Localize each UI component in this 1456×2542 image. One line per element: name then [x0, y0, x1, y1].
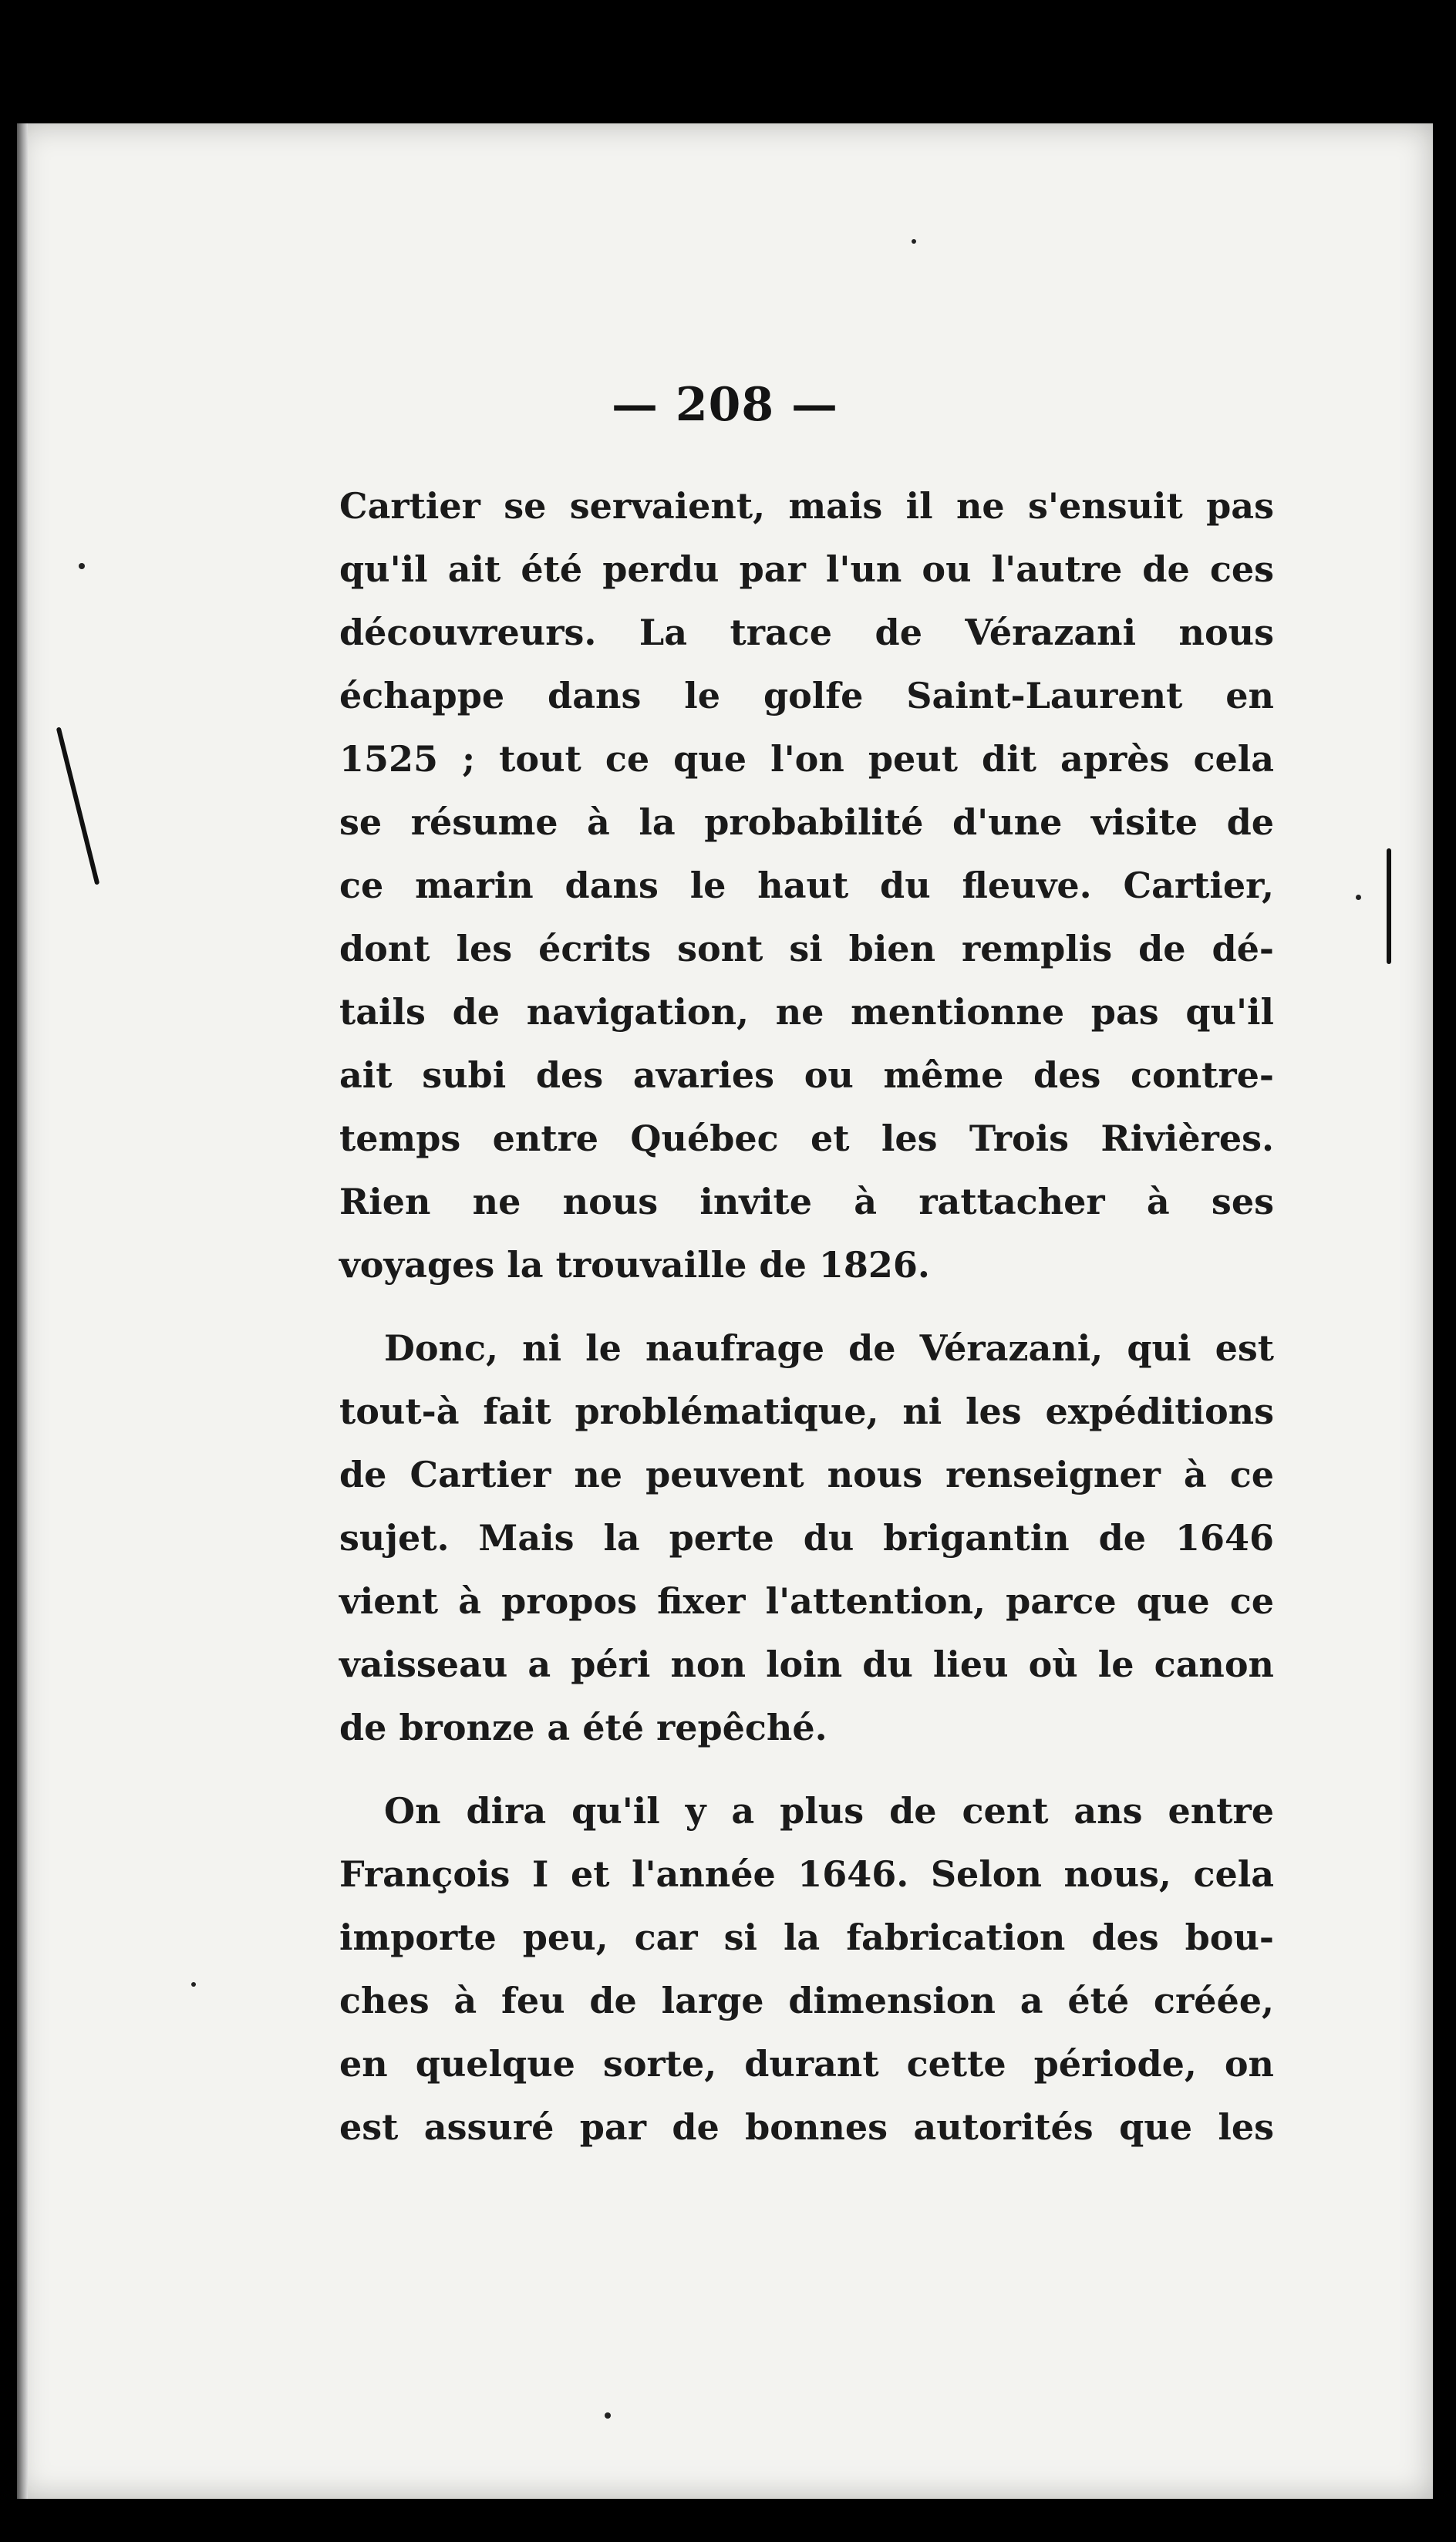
page-gutter-edge	[17, 123, 28, 2499]
text-line: qu'il ait été perdu par l'un ou l'autre de ces	[339, 548, 1274, 590]
scan-speck	[605, 2412, 611, 2419]
scan-speck	[191, 1982, 196, 1987]
text-line: est assuré par de bonnes autorités que les	[339, 2106, 1274, 2148]
text-line: en quelque sorte, durant cette période, on	[339, 2043, 1274, 2085]
text-line: se résume à la probabilité d'une visite de	[339, 801, 1274, 843]
text-line: vaisseau a péri non loin du lieu où le canon	[339, 1644, 1274, 1685]
text-line: On dira qu'il y a plus de cent ans entre	[384, 1790, 1274, 1832]
text-line: sujet. Mais la perte du brigantin de 1646	[339, 1517, 1274, 1559]
paragraph-1	[339, 474, 1274, 1296]
scan-scratch	[1387, 848, 1391, 964]
text-line: ce marin dans le haut du fleuve. Cartier,	[339, 865, 1274, 906]
scan-speck	[1356, 895, 1361, 900]
text-line: 1525 ; tout ce que l'on peut dit après cela	[339, 738, 1274, 780]
text-line: tails de navigation, ne mentionne pas qu'il	[339, 991, 1274, 1033]
text-line: François I et l'année 1646. Selon nous, cela	[339, 1853, 1274, 1895]
text-line: ches à feu de large dimension a été créée,	[339, 1980, 1274, 2021]
text-line: dont les écrits sont si bien remplis de dé-	[339, 928, 1274, 969]
paragraph-2	[339, 1317, 1274, 1759]
text-line: Rien ne nous invite à rattacher à ses	[339, 1181, 1274, 1222]
paragraph-3	[339, 1779, 1274, 2159]
text-line: découvreurs. La trace de Vérazani nous	[339, 612, 1274, 653]
page-number: — 208 —	[611, 378, 839, 432]
text-line: de bronze a été repêché.	[339, 1707, 827, 1748]
text-line: importe peu, car si la fabrication des bou-	[339, 1917, 1274, 1958]
text-line: ait subi des avaries ou même des contre-	[339, 1054, 1274, 1096]
body-text	[339, 474, 1274, 2159]
text-line: Cartier se servaient, mais il ne s'ensuit pas	[339, 485, 1274, 527]
scan-speck	[912, 239, 916, 244]
text-line: de Cartier ne peuvent nous renseigner à ce	[339, 1454, 1274, 1495]
scan-speck	[79, 563, 85, 569]
text-line: échappe dans le golfe Saint-Laurent en	[339, 675, 1274, 716]
text-line: tout-à fait problématique, ni les expéditions	[339, 1391, 1274, 1432]
text-line: temps entre Québec et les Trois Rivières.	[339, 1118, 1274, 1159]
text-line: voyages la trouvaille de 1826.	[339, 1244, 930, 1286]
book-page	[17, 123, 1433, 2499]
text-line: Donc, ni le naufrage de Vérazani, qui est	[384, 1327, 1274, 1369]
scan-scratch	[56, 727, 100, 885]
text-line: vient à propos fixer l'attention, parce que ce	[339, 1580, 1274, 1622]
